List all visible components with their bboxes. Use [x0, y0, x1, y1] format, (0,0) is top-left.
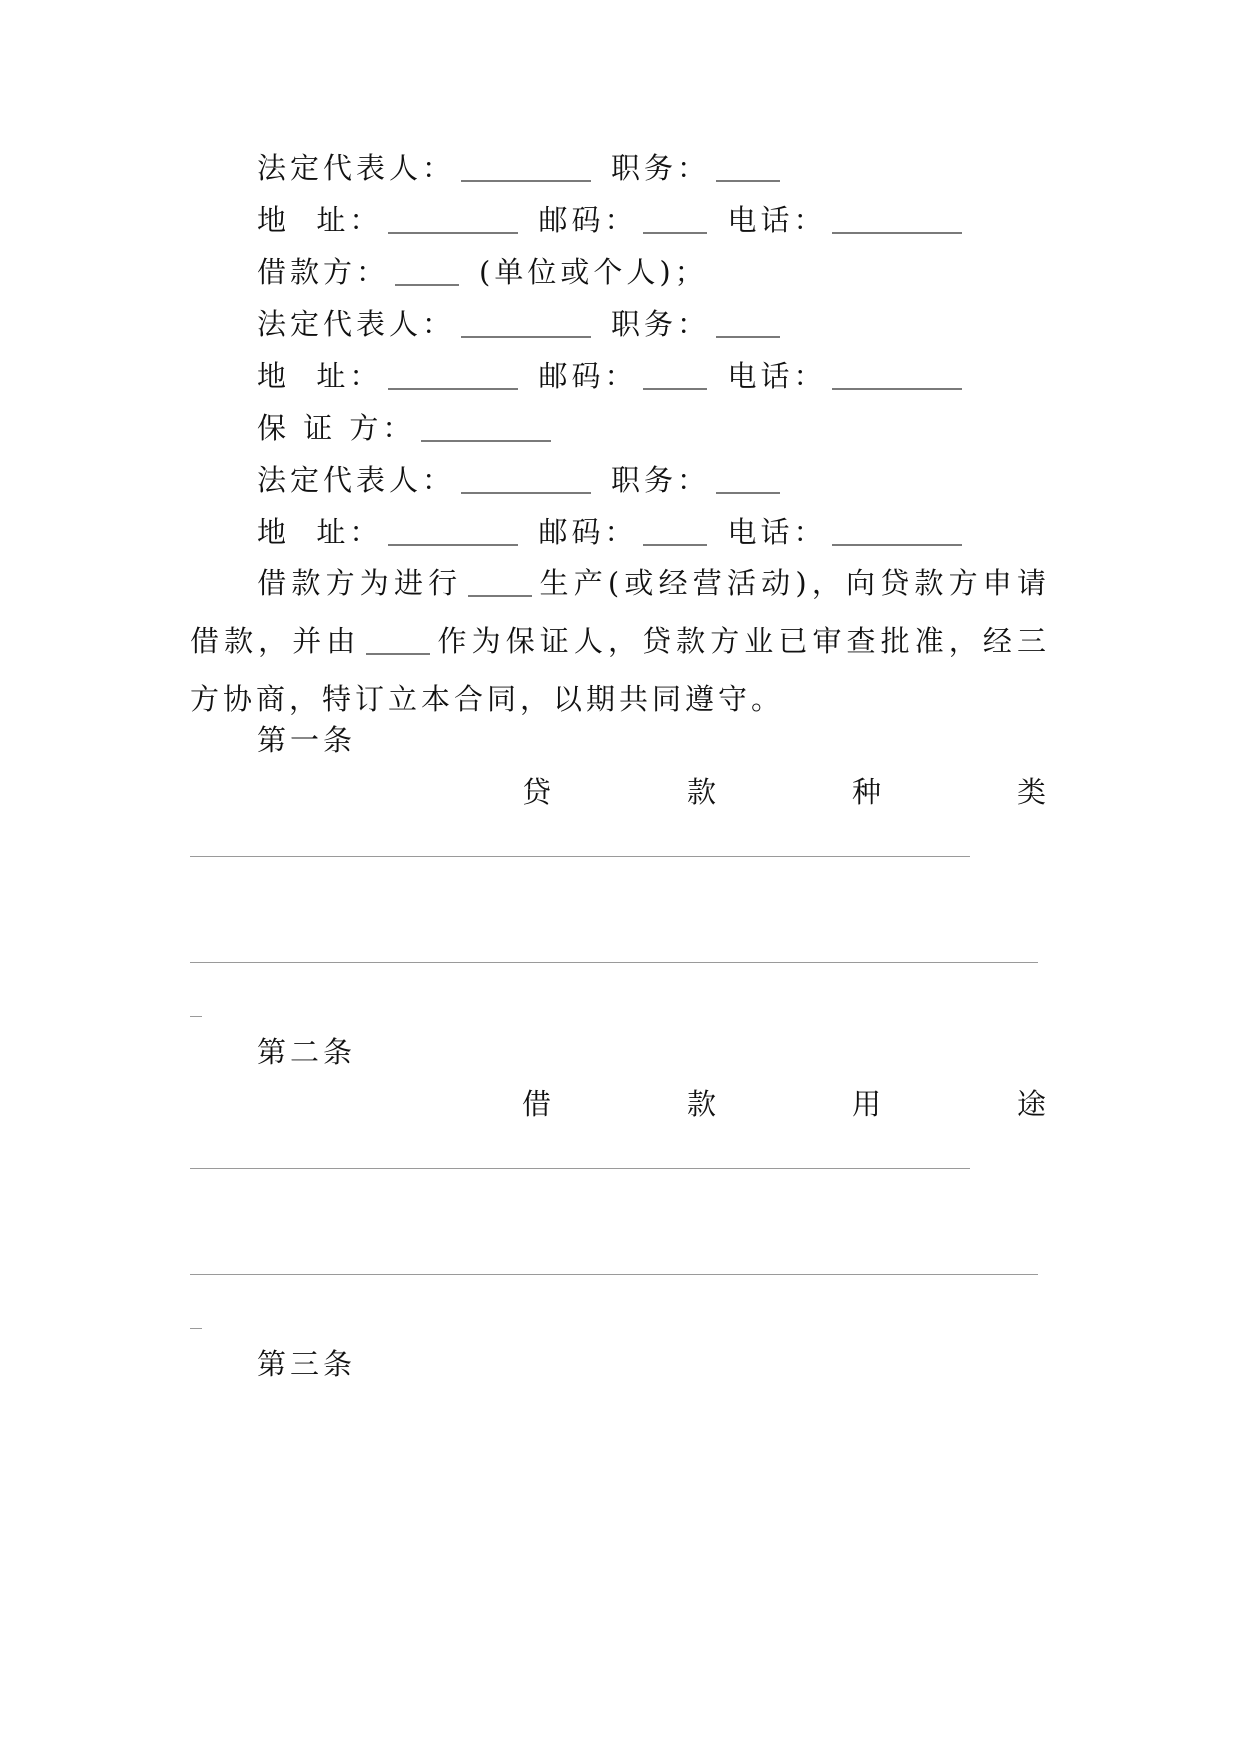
- article1-heading: 第一条: [257, 723, 357, 757]
- borrower-rep-label: 法定代表人：: [257, 307, 456, 341]
- guarantor-rep-line: [257, 462, 786, 498]
- guarantor-address-blank[interactable]: [388, 544, 518, 546]
- article2-fill-line-3[interactable]: [190, 1328, 202, 1329]
- borrower-title-label: 职务：: [611, 307, 711, 341]
- lender-rep-label: 法定代表人：: [257, 151, 456, 185]
- borrower-address-label: 地 址：: [257, 359, 383, 393]
- article1-fill-line-2[interactable]: [190, 962, 1038, 963]
- preamble-part1: 借款方为进行: [256, 566, 463, 600]
- guarantor-phone-label: 电话：: [727, 515, 827, 549]
- borrower-rep-line: [257, 306, 786, 342]
- article2-title-char-1: 借: [522, 1087, 552, 1121]
- guarantor-phone-blank[interactable]: [832, 544, 962, 546]
- borrower-address-blank[interactable]: [388, 388, 518, 390]
- article1-fill-line-3[interactable]: [190, 1016, 202, 1017]
- lender-phone-label: 电话：: [727, 203, 827, 237]
- borrower-note: (单位或个人)；: [479, 255, 708, 289]
- article3-heading: 第三条: [257, 1347, 357, 1381]
- article1-fill-line-1[interactable]: [190, 856, 970, 857]
- article2-title-char-3: 用: [852, 1087, 882, 1121]
- borrower-line: [257, 254, 708, 290]
- borrower-phone-label: 电话：: [727, 359, 827, 393]
- lender-zip-label: 邮码：: [538, 203, 638, 237]
- article2-fill-line-1[interactable]: [190, 1168, 970, 1169]
- lender-address-line: [257, 202, 968, 238]
- preamble-part2: 生产(或经营活动)，向贷款方申请借款，并由: [190, 566, 1050, 658]
- lender-zip-blank[interactable]: [643, 232, 707, 234]
- article2-fill-line-2[interactable]: [190, 1274, 1038, 1275]
- borrower-zip-label: 邮码：: [538, 359, 638, 393]
- guarantor-label: 保 证 方：: [257, 411, 416, 445]
- borrower-rep-blank[interactable]: [461, 336, 591, 338]
- production-blank[interactable]: [468, 595, 532, 597]
- guarantor-title-blank[interactable]: [716, 492, 780, 494]
- borrower-label: 借款方：: [257, 255, 390, 289]
- article2-title-char-2: 款: [687, 1087, 717, 1121]
- lender-phone-blank[interactable]: [832, 232, 962, 234]
- guarantor-title-label: 职务：: [611, 463, 711, 497]
- lender-address-label: 地 址：: [257, 203, 383, 237]
- article2-heading: 第二条: [257, 1035, 357, 1069]
- lender-rep-line: [257, 150, 786, 186]
- guarantor-address-line: [257, 514, 968, 550]
- article2-title-char-4: 途: [1017, 1087, 1047, 1121]
- guarantor-address-label: 地 址：: [257, 515, 383, 549]
- borrower-title-blank[interactable]: [716, 336, 780, 338]
- guarantor-line: [257, 410, 557, 446]
- guarantor-rep-label: 法定代表人：: [257, 463, 456, 497]
- guarantor-blank[interactable]: [421, 440, 551, 442]
- guarantor-rep-blank[interactable]: [461, 492, 591, 494]
- lender-address-blank[interactable]: [388, 232, 518, 234]
- borrower-address-line: [257, 358, 968, 394]
- guarantor-zip-label: 邮码：: [538, 515, 638, 549]
- lender-rep-blank[interactable]: [461, 180, 591, 182]
- preamble-part3: 作为保证人，贷款方业已审查批准，经三方协商，特订立本合同，以期共同遵守。: [190, 624, 1050, 716]
- article1-title-char-2: 款: [687, 775, 717, 809]
- borrower-zip-blank[interactable]: [643, 388, 707, 390]
- borrower-blank[interactable]: [395, 284, 459, 286]
- borrower-phone-blank[interactable]: [832, 388, 962, 390]
- article1-title-char-4: 类: [1017, 775, 1047, 809]
- preamble-paragraph: [190, 554, 1050, 728]
- lender-title-label: 职务：: [611, 151, 711, 185]
- article1-title-char-1: 贷: [522, 775, 552, 809]
- lender-title-blank[interactable]: [716, 180, 780, 182]
- article1-title-char-3: 种: [852, 775, 882, 809]
- guarantor-name-blank[interactable]: [366, 653, 430, 655]
- guarantor-zip-blank[interactable]: [643, 544, 707, 546]
